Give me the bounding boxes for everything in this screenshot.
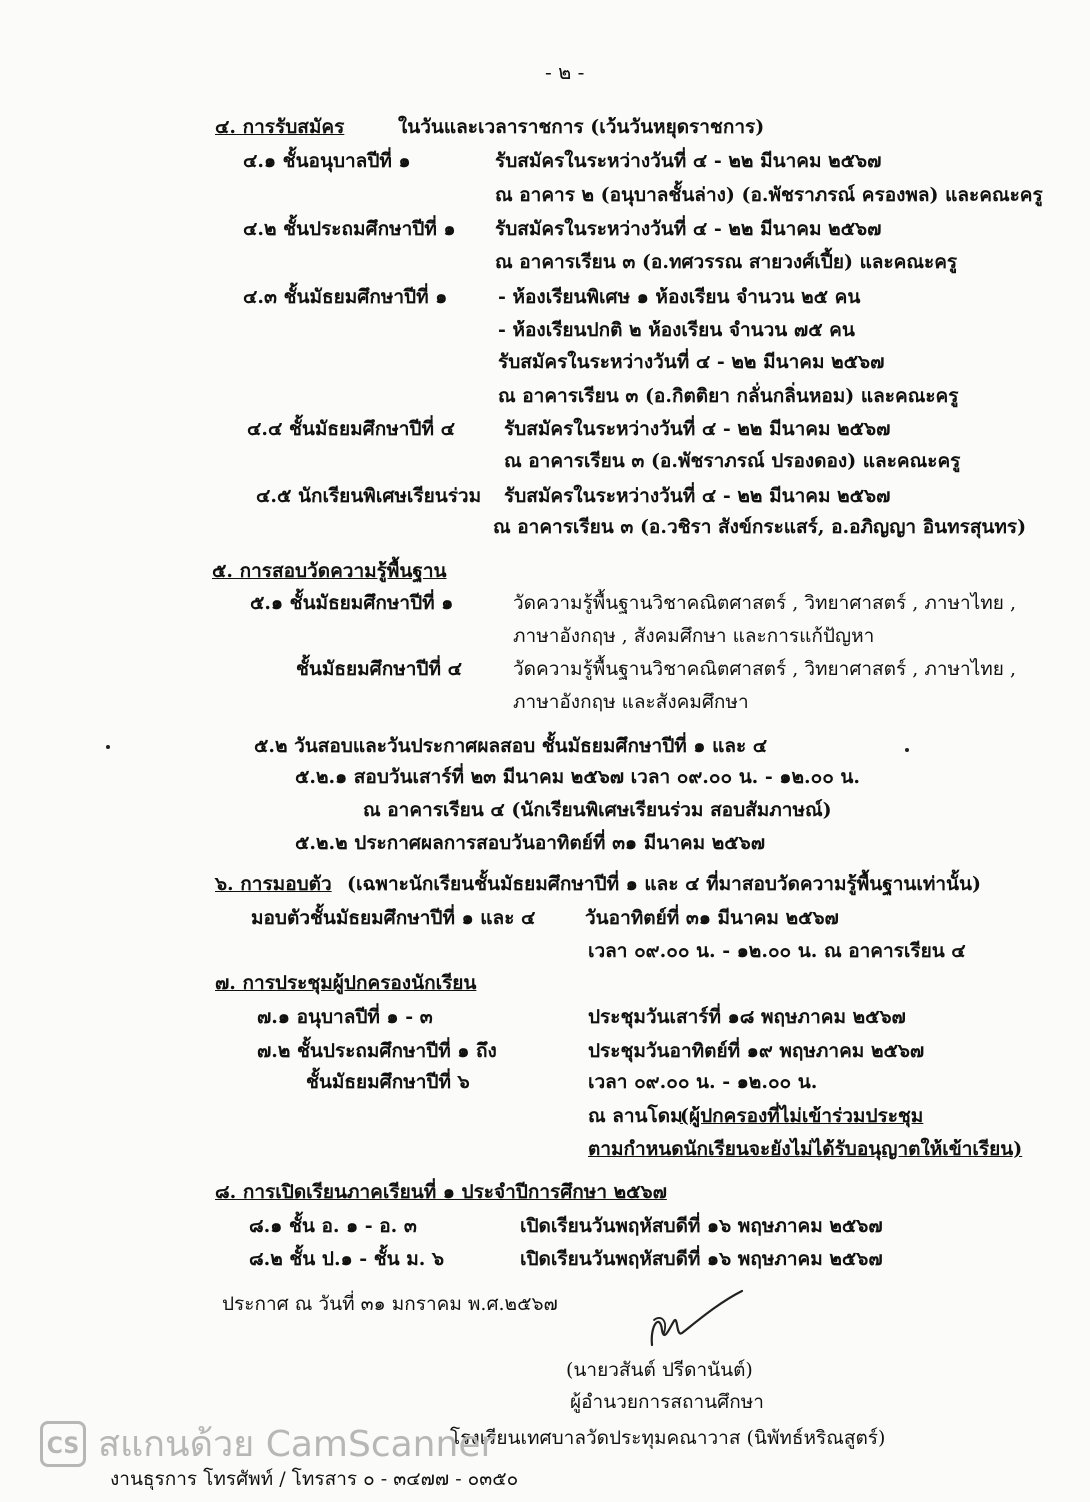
item-4-1-label: ๔.๑ ชั้นอนุบาลปีที่ ๑ [243, 150, 411, 172]
item-4-4-line-1: รับสมัครในระหว่างวันที่ ๔ - ๒๒ มีนาคม ๒๕๖๗ [504, 418, 891, 440]
section-7-title: ๗. การประชุมผู้ปกครองนักเรียน [215, 972, 477, 994]
announcement-date: ประกาศ ณ วันที่ ๓๑ มกราคม พ.ศ.๒๕๖๗ [222, 1293, 558, 1315]
item-7-1: ประชุมวันเสาร์ที่ ๑๘ พฤษภาคม ๒๕๖๗ [588, 1006, 906, 1028]
item-7-2-label-2: ชั้นมัธยมศึกษาปีที่ ๖ [306, 1071, 470, 1093]
camscanner-watermark [40, 1415, 495, 1472]
item-7-2-place: ณ ลานโดม [588, 1105, 683, 1127]
item-7-2: ประชุมวันอาทิตย์ที่ ๑๙ พฤษภาคม ๒๕๖๗ [588, 1040, 925, 1062]
section-6-title: ๖. การมอบตัว [215, 873, 332, 895]
section-6-line-1: วันอาทิตย์ที่ ๓๑ มีนาคม ๒๕๖๗ [585, 907, 839, 929]
item-4-5-label: ๔.๕ นักเรียนพิเศษเรียนร่วม [256, 485, 482, 507]
item-7-2-note-1: (ผู้ปกครองที่ไม่เข้าร่วมประชุม [680, 1105, 924, 1127]
item-7-2-note-2: ตามกำหนดนักเรียนจะยังไม่ได้รับอนุญาตให้เข้าเรียน) [588, 1138, 1023, 1160]
item-5-2-1: ๕.๒.๑ สอบวันเสาร์ที่ ๒๓ มีนาคม ๒๕๖๗ เวลา ๐๙.๐๐ น. - ๑๒.๐๐ น. [295, 766, 861, 788]
section-6-line-1-label: มอบตัวชั้นมัธยมศึกษาปีที่ ๑ และ ๔ [251, 907, 536, 929]
section-8-title: ๘. การเปิดเรียนภาคเรียนที่ ๑ ประจำปีการศึกษา ๒๕๖๗ [215, 1181, 667, 1203]
school-name: โรงเรียนเทศบาลวัดประทุมคณาวาส (นิพัทธ์หริณสูตร์) [450, 1427, 886, 1449]
item-4-1-line-2: ณ อาคาร ๒ (อนุบาลชั้นล่าง) (อ.พัชราภรณ์ ครองพล) และคณะครู [495, 184, 1043, 206]
section-6-title-tail: (เฉพาะนักเรียนชั้นมัธยมศึกษาปีที่ ๑ และ ๔ ที่มาสอบวัดความรู้พื้นฐานเท่านั้น) [347, 873, 982, 895]
section-4-title-tail: ในวันและเวลาราชการ (เว้นวันหยุดราชการ) [398, 116, 765, 138]
item-4-2-label: ๔.๒ ชั้นประถมศึกษาปีที่ ๑ [243, 218, 456, 240]
signer-name: (นายวสันต์ ปรีดานันต์) [566, 1359, 753, 1381]
scan-speck [905, 748, 909, 752]
section-6-line-2: เวลา ๐๙.๐๐ น. - ๑๒.๐๐ น. ณ อาคารเรียน ๔ [588, 940, 966, 962]
camscanner-logo-icon: CS [40, 1421, 86, 1467]
item-4-1-line-1: รับสมัครในระหว่างวันที่ ๔ - ๒๒ มีนาคม ๒๕๖๗ [495, 150, 882, 172]
section-4-title: ๔. การรับสมัคร [215, 116, 345, 138]
scan-speck [106, 745, 110, 749]
item-4-4-label: ๔.๔ ชั้นมัธยมศึกษาปีที่ ๔ [247, 418, 455, 440]
item-8-2: เปิดเรียนวันพฤหัสบดีที่ ๑๖ พฤษภาคม ๒๕๖๗ [520, 1248, 883, 1270]
item-5-2-label: ๕.๒ วันสอบและวันประกาศผลสอบ ชั้นมัธยมศึกษาปีที่ ๑ และ ๔ [254, 735, 768, 757]
footer-contact: งานธุรการ โทรศัพท์ / โทรสาร ๐ - ๓๔๗๗ - ๐๓๕๐ [110, 1468, 519, 1490]
item-5-1-label: ๕.๑ ชั้นมัธยมศึกษาปีที่ ๑ [250, 592, 454, 614]
item-4-3-line-1: - ห้องเรียนพิเศษ ๑ ห้องเรียน จำนวน ๒๕ คน [498, 286, 861, 308]
item-7-2-time: เวลา ๐๙.๐๐ น. - ๑๒.๐๐ น. [588, 1071, 818, 1093]
item-5-1b-line-1: วัดความรู้พื้นฐานวิชาคณิตศาสตร์ , วิทยาศาสตร์ , ภาษาไทย , [513, 658, 1016, 680]
item-5-1b-label: ชั้นมัธยมศึกษาปีที่ ๔ [296, 658, 462, 680]
item-4-3-line-4: ณ อาคารเรียน ๓ (อ.กิตติยา กลั่นกลิ่นหอม) และคณะครู [498, 385, 959, 407]
item-4-3-line-2: - ห้องเรียนปกติ ๒ ห้องเรียน จำนวน ๗๕ คน [498, 319, 855, 341]
item-7-2-label: ๗.๒ ชั้นประถมศึกษาปีที่ ๑ ถึง [257, 1040, 497, 1062]
item-5-2-2: ๕.๒.๒ ประกาศผลการสอบวันอาทิตย์ที่ ๓๑ มีนาคม ๒๕๖๗ [295, 832, 766, 854]
item-8-1: เปิดเรียนวันพฤหัสบดีที่ ๑๖ พฤษภาคม ๒๕๖๗ [520, 1215, 883, 1237]
item-7-1-label: ๗.๑ อนุบาลปีที่ ๑ - ๓ [257, 1006, 433, 1028]
item-5-1-line-2: ภาษาอังกฤษ , สังคมศึกษา และการแก้ปัญหา [513, 625, 875, 647]
item-4-4-line-2: ณ อาคารเรียน ๓ (อ.พัชราภรณ์ ปรองดอง) และคณะครู [504, 450, 961, 472]
item-8-2-label: ๘.๒ ชั้น ป.๑ - ชั้น ม. ๖ [249, 1248, 445, 1270]
signer-position: ผู้อำนวยการสถานศึกษา [570, 1391, 764, 1413]
item-8-1-label: ๘.๑ ชั้น อ. ๑ - อ. ๓ [249, 1215, 417, 1237]
section-5-title: ๕. การสอบวัดความรู้พื้นฐาน [212, 560, 447, 582]
item-4-5-line-1: รับสมัครในระหว่างวันที่ ๔ - ๒๒ มีนาคม ๒๕๖๗ [504, 485, 891, 507]
item-4-2-line-2: ณ อาคารเรียน ๓ (อ.ทศวรรณ สายวงศ์เปี้ย) และคณะครู [495, 251, 958, 273]
item-5-2-1-place: ณ อาคารเรียน ๔ (นักเรียนพิเศษเรียนร่วม สอบสัมภาษณ์) [363, 799, 832, 821]
item-4-3-line-3: รับสมัครในระหว่างวันที่ ๔ - ๒๒ มีนาคม ๒๕๖๗ [498, 351, 885, 373]
item-4-2-line-1: รับสมัครในระหว่างวันที่ ๔ - ๒๒ มีนาคม ๒๕๖๗ [495, 218, 882, 240]
item-5-1b-line-2: ภาษาอังกฤษ และสังคมศึกษา [513, 691, 749, 713]
item-4-3-label: ๔.๓ ชั้นมัธยมศึกษาปีที่ ๑ [243, 286, 448, 308]
item-4-5-line-2: ณ อาคารเรียน ๓ (อ.วชิรา สังข์กระแสร์, อ.อภิญญา อินทรสุนทร) [493, 516, 1027, 538]
signature-image [640, 1285, 750, 1355]
page-number: - ๒ - [545, 60, 585, 84]
watermark-text: สแกนด้วย CamScanner [98, 1424, 496, 1465]
item-5-1-line-1: วัดความรู้พื้นฐานวิชาคณิตศาสตร์ , วิทยาศาสตร์ , ภาษาไทย , [513, 592, 1016, 614]
